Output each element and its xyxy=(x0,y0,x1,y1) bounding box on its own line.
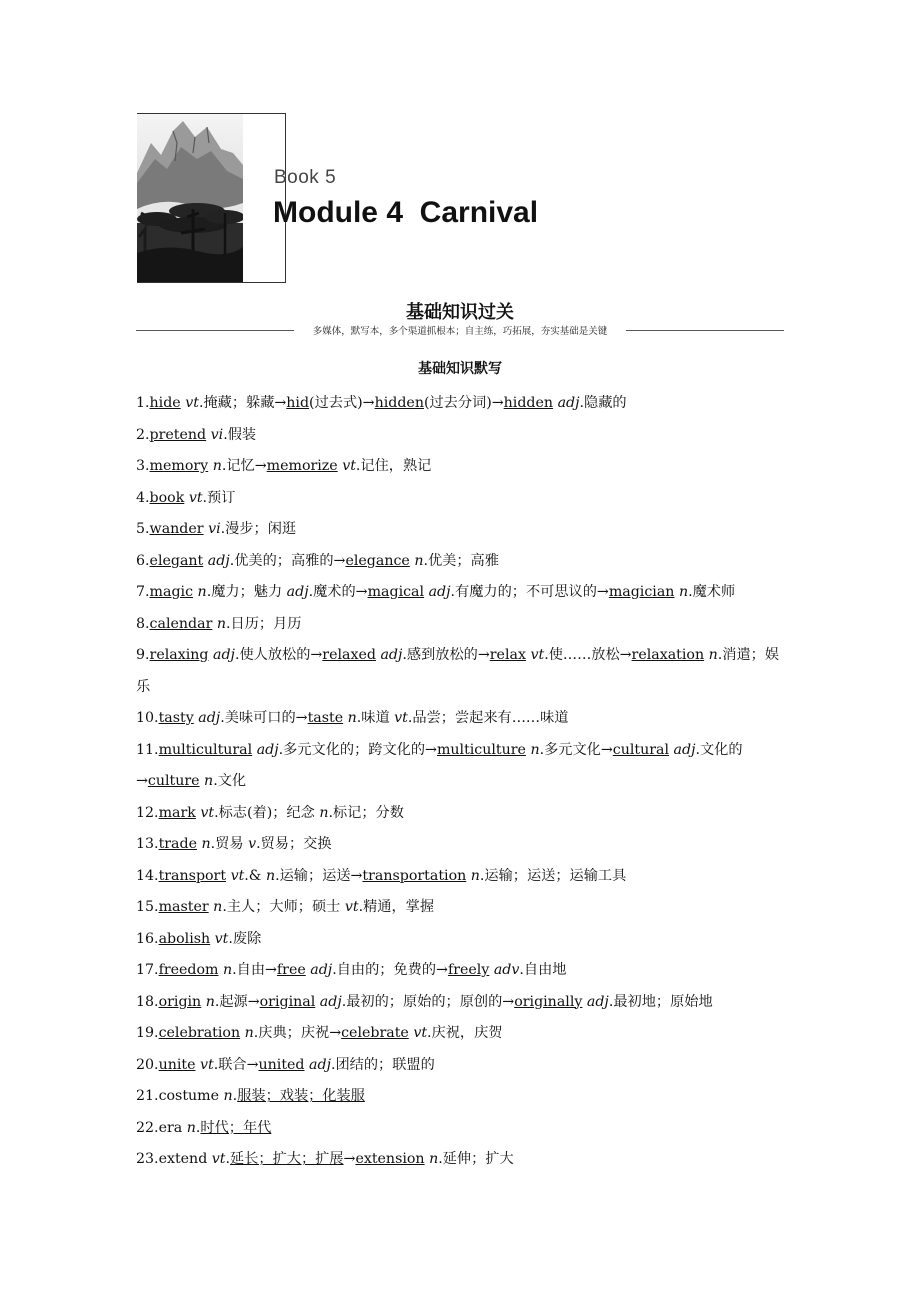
item-text: .记忆→ xyxy=(221,458,267,474)
vocab-item xyxy=(136,955,786,987)
part-of-speech: vt xyxy=(394,710,408,726)
mountain-pine-illustration xyxy=(137,113,243,283)
item-text: .品尝；尝起来有……味道 xyxy=(407,710,569,726)
item-text: 8. xyxy=(136,615,150,632)
part-of-speech: adv xyxy=(493,962,520,978)
part-of-speech: n xyxy=(470,867,480,884)
answer-text: pretend xyxy=(149,426,207,443)
vocab-item xyxy=(136,1144,786,1176)
vocab-item xyxy=(136,1050,786,1082)
item-text: .团结的；联盟的 xyxy=(330,1056,435,1073)
answer-text: memorize xyxy=(266,458,338,474)
item-text: 20. xyxy=(136,1056,159,1073)
item-text: .& xyxy=(244,867,266,884)
item-text: .优美的；高雅的→ xyxy=(229,552,346,569)
vocab-item xyxy=(136,1113,786,1145)
answer-text: free xyxy=(276,962,306,978)
answer-text: culture xyxy=(147,773,200,789)
part-of-speech: n xyxy=(708,647,718,663)
item-text: .有魔力的；不可思议的→ xyxy=(450,584,609,600)
part-of-speech: n xyxy=(678,584,689,600)
answer-text: unite xyxy=(158,1056,196,1073)
item-text: .自由→ xyxy=(232,962,277,978)
answer-text: transportation xyxy=(362,867,467,884)
vocab-item xyxy=(136,735,786,798)
answer-text: transport xyxy=(158,867,227,884)
item-text: 10. xyxy=(136,710,159,726)
answer-text: book xyxy=(149,489,185,506)
item-text: .标志(着)；纪念 xyxy=(214,804,320,821)
part-of-speech: adj xyxy=(673,741,696,758)
part-of-speech: adj xyxy=(428,584,451,600)
item-text: .消遣；娱乐 xyxy=(136,647,780,695)
part-of-speech: n xyxy=(197,584,207,600)
item-text: .文化 xyxy=(213,773,247,789)
item-text: 4. xyxy=(136,489,150,506)
item-text: .运输；运送→ xyxy=(275,867,363,884)
part-of-speech: adj xyxy=(256,741,279,758)
part-of-speech: n xyxy=(530,741,540,758)
part-of-speech: n xyxy=(212,458,222,474)
item-text: 11. xyxy=(136,741,159,758)
item-text: .预订 xyxy=(202,489,236,506)
part-of-speech: n xyxy=(244,1025,254,1041)
answer-text: united xyxy=(258,1056,305,1073)
answer-text: hidden xyxy=(503,395,554,411)
item-text: . xyxy=(225,1151,231,1167)
answer-text: magic xyxy=(149,584,194,600)
vocab-item xyxy=(136,1081,786,1113)
answer-text: mark xyxy=(158,804,196,821)
vocab-item xyxy=(136,892,786,924)
item-text: .自由的；免费的→ xyxy=(332,962,448,978)
answer-text: hid xyxy=(286,395,310,411)
item-text: .魔术的→ xyxy=(308,584,368,600)
part-of-speech: n xyxy=(265,867,276,884)
part-of-speech: vt xyxy=(214,930,229,947)
item-text: .联合→ xyxy=(213,1056,259,1073)
vocab-item xyxy=(136,483,786,515)
book-label: Book 5 xyxy=(274,167,337,188)
answer-text: 服装；戏装；化装服 xyxy=(237,1088,365,1104)
part-of-speech: adj xyxy=(310,962,333,978)
part-of-speech: adj xyxy=(319,993,342,1010)
answer-text: relaxation xyxy=(631,647,705,663)
item-text: .延伸；扩大 xyxy=(438,1151,514,1167)
part-of-speech: n xyxy=(186,1119,196,1136)
answer-text: 延长；扩大；扩展 xyxy=(230,1151,344,1167)
part-of-speech: adj xyxy=(286,584,309,600)
answer-text: taste xyxy=(307,710,344,726)
item-text: 6. xyxy=(136,552,150,569)
vocab-item xyxy=(136,577,786,609)
answer-text: celebration xyxy=(158,1025,241,1041)
item-text: 7. xyxy=(136,584,150,600)
item-text: .废除 xyxy=(228,930,262,947)
part-of-speech: vt xyxy=(530,647,545,663)
vocab-item xyxy=(136,546,786,578)
subsection-heading: 基础知识默写 xyxy=(418,361,502,377)
frame-line-bottom xyxy=(137,282,286,283)
item-text: 13. xyxy=(136,836,159,852)
part-of-speech: vt xyxy=(342,458,356,474)
part-of-speech: n xyxy=(216,615,227,632)
answer-text: memory xyxy=(149,458,209,474)
item-text: .使人放松的→ xyxy=(234,647,323,663)
part-of-speech: vt xyxy=(188,489,203,506)
item-text: .贸易 xyxy=(210,836,249,852)
item-text: → xyxy=(343,1151,356,1167)
part-of-speech: adj xyxy=(380,647,403,663)
item-text: .假装 xyxy=(223,426,257,443)
item-text: .最初的；原始的；原创的→ xyxy=(341,993,515,1010)
vocab-item xyxy=(136,829,786,861)
part-of-speech: vi xyxy=(208,521,221,537)
item-text: .精通，掌握 xyxy=(358,899,435,915)
item-text: .贸易；交换 xyxy=(256,836,332,852)
answer-text: original xyxy=(259,993,316,1010)
part-of-speech: adj xyxy=(557,395,580,411)
answer-text: elegance xyxy=(345,552,410,569)
item-text: .美味可口的→ xyxy=(220,710,308,726)
frame-line-top xyxy=(137,113,286,114)
item-text: (过去分词)→ xyxy=(423,395,504,411)
answer-text: origin xyxy=(158,993,202,1010)
item-text: . xyxy=(195,1119,201,1136)
item-text: 15. xyxy=(136,899,159,915)
vocab-item xyxy=(136,451,786,483)
item-text: 17. xyxy=(136,962,159,978)
part-of-speech: vt xyxy=(200,1056,214,1073)
item-text: .庆典；庆祝→ xyxy=(253,1025,342,1041)
item-text: 22.era xyxy=(136,1119,187,1136)
part-of-speech: adj xyxy=(207,552,230,569)
answer-text: master xyxy=(158,899,209,915)
part-of-speech: n xyxy=(414,552,424,569)
part-of-speech: adj xyxy=(309,1056,331,1073)
part-of-speech: vt xyxy=(200,804,215,821)
vocab-item xyxy=(136,861,786,893)
part-of-speech: n xyxy=(223,962,233,978)
answer-text: wander xyxy=(149,521,204,537)
part-of-speech: vi xyxy=(210,426,224,443)
item-text: 12. xyxy=(136,804,159,821)
module-title: Module 4 Carnival xyxy=(273,196,539,229)
answer-text: freedom xyxy=(158,962,219,978)
item-text: .最初地；原始地 xyxy=(608,993,713,1010)
chapter-header xyxy=(137,113,287,283)
part-of-speech: adj xyxy=(586,993,609,1010)
item-text: .感到放松的→ xyxy=(402,647,490,663)
item-text: .隐藏的 xyxy=(579,395,627,411)
item-text: .记住，熟记 xyxy=(355,458,432,474)
part-of-speech: n xyxy=(223,1088,233,1104)
item-text: 23.extend xyxy=(136,1151,212,1167)
part-of-speech: vt xyxy=(185,395,199,411)
answer-text: relaxing xyxy=(149,647,209,663)
answer-text: celebrate xyxy=(341,1025,409,1041)
item-text: .多元文化→ xyxy=(539,741,613,758)
vocab-item xyxy=(136,987,786,1019)
part-of-speech: n xyxy=(319,804,329,821)
vocab-item xyxy=(136,924,786,956)
vocab-item xyxy=(136,703,786,735)
vocabulary-list xyxy=(136,388,786,1176)
answer-text: trade xyxy=(158,836,197,852)
part-of-speech: adj xyxy=(213,647,235,663)
answer-text: magical xyxy=(367,584,425,600)
item-text: .味道 xyxy=(356,710,395,726)
answer-text: multiculture xyxy=(436,741,526,758)
item-text: 5. xyxy=(136,521,150,537)
answer-text: extension xyxy=(355,1151,425,1167)
answer-text: cultural xyxy=(612,741,670,758)
vocab-item xyxy=(136,514,786,546)
item-text: . xyxy=(232,1088,238,1104)
vocab-item xyxy=(136,609,786,641)
vocab-item xyxy=(136,388,786,420)
item-text: .庆祝，庆贺 xyxy=(427,1025,503,1041)
vocab-item xyxy=(136,420,786,452)
answer-text: magician xyxy=(608,584,675,600)
vocab-item xyxy=(136,640,786,703)
landscape-photo xyxy=(137,113,243,283)
part-of-speech: vt xyxy=(211,1151,226,1167)
answer-text: relax xyxy=(489,647,526,663)
answer-text: hidden xyxy=(374,395,424,411)
section-title: 基础知识过关 xyxy=(406,302,514,323)
item-text: 16. xyxy=(136,930,159,947)
item-text: .掩藏；躲藏→ xyxy=(198,395,287,411)
vocab-item xyxy=(136,798,786,830)
answer-text: abolish xyxy=(158,930,211,947)
answer-text: originally xyxy=(514,993,583,1010)
item-text: 1. xyxy=(136,395,150,411)
item-text: 19. xyxy=(136,1025,159,1041)
answer-text: calendar xyxy=(149,615,213,632)
answer-text: tasty xyxy=(158,710,194,726)
item-text: .日历；月历 xyxy=(226,615,302,632)
item-text: .多元文化的；跨文化的→ xyxy=(278,741,437,758)
item-text: .魔力；魅力 xyxy=(206,584,287,600)
part-of-speech: vt xyxy=(230,867,245,884)
item-text: (过去式)→ xyxy=(309,395,375,411)
part-of-speech: n xyxy=(213,899,223,915)
part-of-speech: n xyxy=(429,1151,439,1167)
part-of-speech: adj xyxy=(198,710,221,726)
section-subtitle: 多媒体，默写本，多个渠道抓根本；自主练，巧拓展，夯实基础是关键 xyxy=(312,326,608,337)
item-text: .使……放松→ xyxy=(544,647,632,663)
item-text: .起源→ xyxy=(214,993,260,1010)
item-text: .漫步；闲逛 xyxy=(220,521,297,537)
item-text: .魔术师 xyxy=(688,584,736,600)
item-text: .主人；大师；硕士 xyxy=(222,899,345,915)
part-of-speech: n xyxy=(347,710,357,726)
item-text: 21.costume xyxy=(136,1088,224,1104)
part-of-speech: v xyxy=(248,836,257,852)
part-of-speech: n xyxy=(205,993,215,1010)
answer-text: multicultural xyxy=(158,741,253,758)
item-text: 14. xyxy=(136,867,159,884)
item-text: .自由地 xyxy=(519,962,567,978)
item-text: .优美；高雅 xyxy=(423,552,499,569)
item-text: .运输；运送；运输工具 xyxy=(479,867,627,884)
part-of-speech: vt xyxy=(413,1025,428,1041)
answer-text: freely xyxy=(447,962,490,978)
part-of-speech: n xyxy=(201,836,211,852)
part-of-speech: vt xyxy=(344,899,359,915)
item-text: 9. xyxy=(136,647,150,663)
item-text: 3. xyxy=(136,458,150,474)
answer-text: hide xyxy=(149,395,181,411)
item-text: 18. xyxy=(136,993,159,1010)
answer-text: relaxed xyxy=(322,647,376,663)
answer-text: elegant xyxy=(149,552,204,569)
answer-text: 时代；年代 xyxy=(200,1119,272,1136)
item-text: .文化的→ xyxy=(136,741,743,789)
item-text: .标记；分数 xyxy=(328,804,404,821)
vocab-item xyxy=(136,1018,786,1050)
part-of-speech: n xyxy=(204,773,214,789)
item-text: 2. xyxy=(136,426,150,443)
